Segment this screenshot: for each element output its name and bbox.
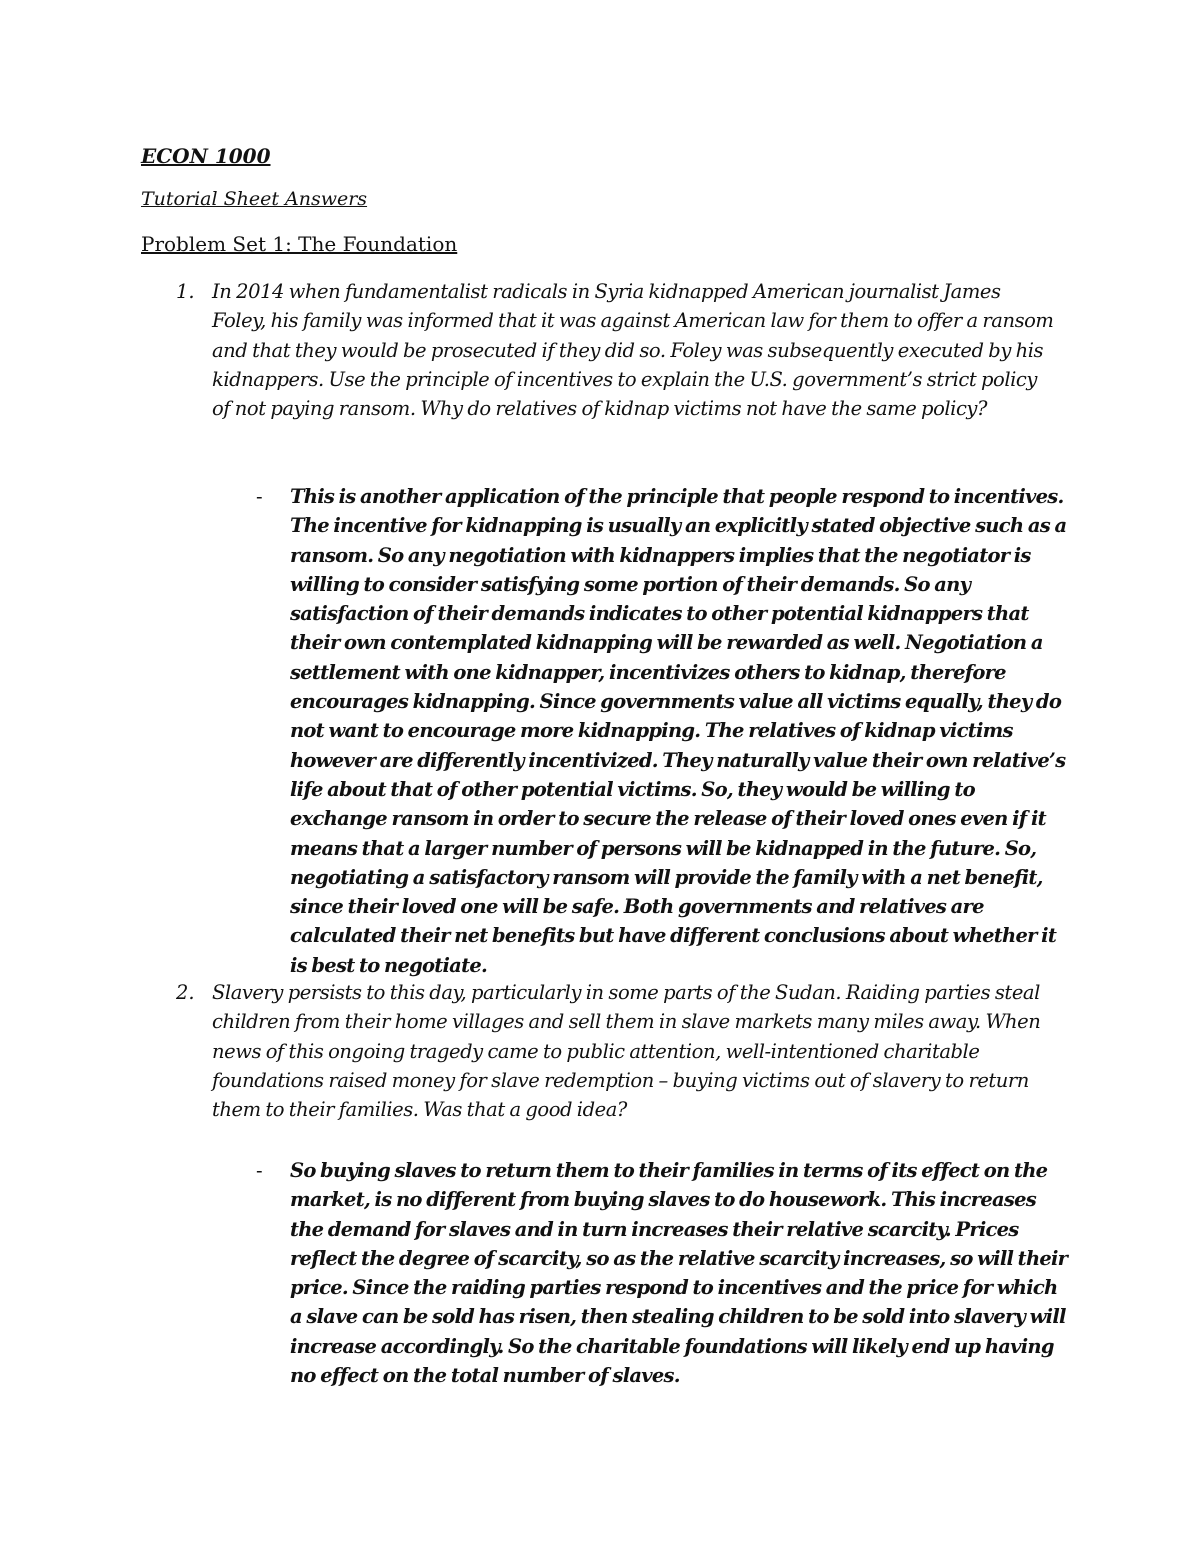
answer-2 — [256, 1156, 1068, 1390]
answer-bullet: - — [256, 1159, 263, 1182]
problem-set-title: Problem Set 1: The Foundation — [141, 232, 458, 256]
question-number: 1. — [176, 280, 195, 303]
question-2 — [176, 978, 1056, 1124]
answer-text: So buying slaves to return them to their families in terms of its effect on the market, is no different from buying slaves to do housework. This increases the demand for slaves and in turn increases their relative scarcity. Prices reflect the degree of scarcity, so as the relative scarcity increases, so will their price. Since the raiding parties respond to incentives and the price for which a slave can be sold has risen, then stealing children to be sold into slavery will increase accordingly. So the charitable foundations will likely end up having no effect on the total number of slaves. — [290, 1159, 1068, 1388]
answer-text: This is another application of the principle that people respond to incentives. The incentive for kidnapping is usually an explicitly stated objective such as a ransom. So any negotiation with kidnappers implies that the negotiator is willing to consider satisfying some portion of their demands. So any satisfaction of their demands indicates to other potential kidnappers that their own contemplated kidnapping will be rewarded as well. Negotiation a settlement with one kidnapper, incentivizes others to kidnap, therefore encourages kidnapping. Since governments value all victims equally, they do not want to encourage more kidnapping. The relatives of kidnap victims however are differently incentivized. They naturally value their own relative’s life about that of other potential victims. So, they would be willing to exchange ransom in order to secure the release of their loved ones even if it means that a larger number of persons will be kidnapped in the future. So, negotiating a satisfactory ransom will provide the family with a net benefit, since their loved one will be safe. Both governments and relatives are calculated their net benefits but have different conclusions about whether it is best to negotiate. — [290, 485, 1067, 977]
answer-bullet: - — [256, 485, 263, 508]
question-text: Slavery persists to this day, particularly in some parts of the Sudan. Raiding parties steal children from their home villages and sell them in slave markets many miles away. When news of this ongoing tragedy came to public attention, well-intentioned charitable foundations raised money for slave redemption – buying victims out of slavery to return them to their families. Was that a good idea? — [212, 981, 1041, 1122]
question-text: In 2014 when fundamentalist radicals in Syria kidnapped American journalist James Foley, his family was informed that it was against American law for them to offer a ransom and that they would be prosecuted if they did so. Foley was subsequently executed by his kidnappers. Use the principle of incentives to explain the U.S. government’s strict policy of not paying ransom. Why do relatives of kidnap victims not have the same policy? — [212, 280, 1054, 421]
question-number: 2. — [176, 981, 195, 1004]
question-1 — [176, 277, 1056, 423]
sheet-title: Tutorial Sheet Answers — [141, 188, 368, 210]
course-code: ECON 1000 — [141, 144, 271, 168]
answer-1 — [256, 482, 1068, 980]
